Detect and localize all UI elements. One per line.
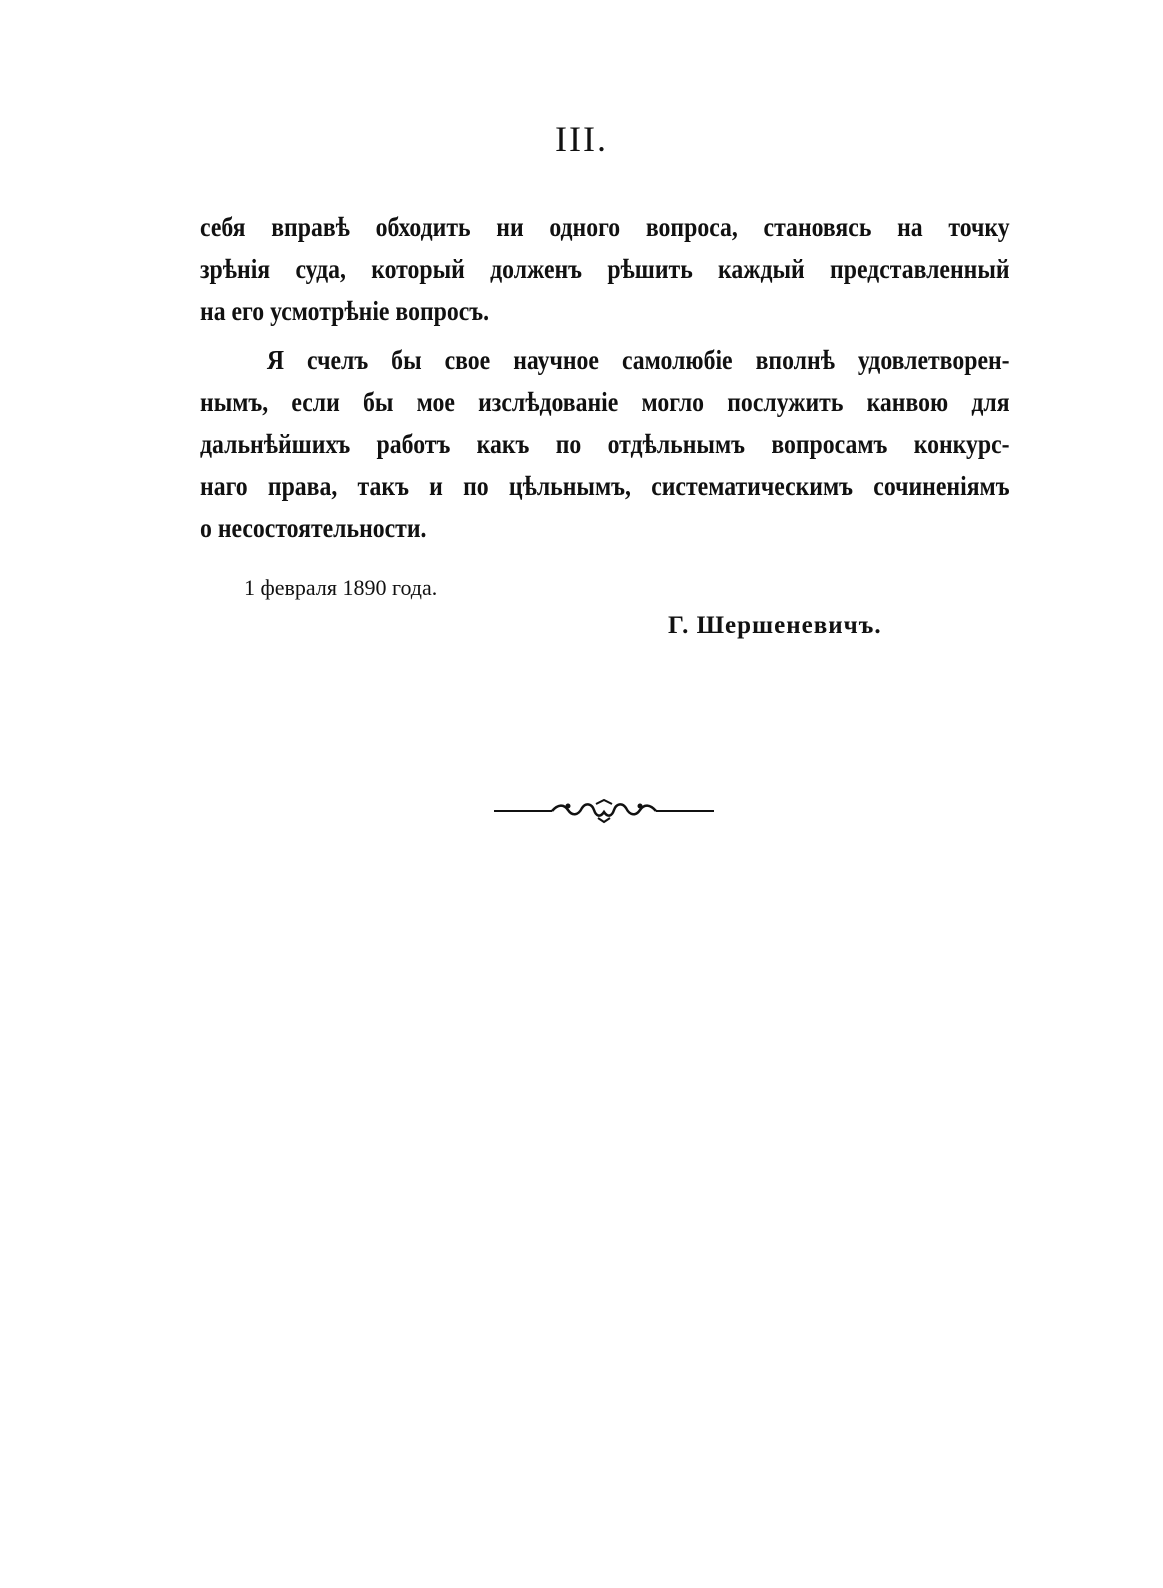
tailpiece-ornament-icon	[492, 796, 716, 826]
text-line: зрѣнія суда, который долженъ рѣшить каждый представленный	[200, 254, 1010, 284]
text-line: нымъ, если бы мое изслѣдованіе могло послужить канвою для	[200, 387, 1010, 417]
text-line: наго права, такъ и по цѣльнымъ, систематическимъ сочиненіямъ	[200, 471, 1010, 501]
text-line: на его усмотрѣніе вопросъ.	[200, 296, 490, 326]
page-number: III.	[555, 119, 608, 159]
body-text	[200, 206, 1010, 549]
author-signature: Г. Шершеневичъ.	[668, 612, 882, 639]
text-line: себя вправѣ обходить ни одного вопроса, становясь на точку	[200, 212, 1010, 242]
date-line: 1 февраля 1890 года.	[244, 575, 438, 600]
text-line: Я счелъ бы свое научное самолюбіе вполнѣ удовлетворен-	[266, 345, 1010, 375]
text-line: дальнѣйшихъ работъ какъ по отдѣльнымъ вопросамъ конкурс-	[200, 429, 1010, 459]
text-line: о несостоятельности.	[200, 513, 427, 543]
